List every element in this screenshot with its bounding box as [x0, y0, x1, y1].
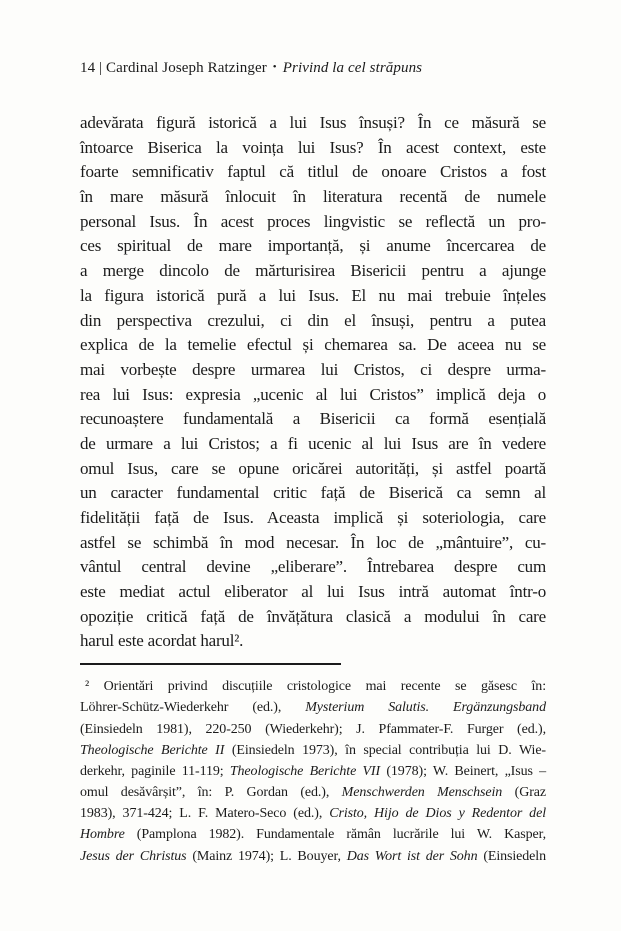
body-text-line: personal Isus. În acest proces lingvistic se reflectă un pro-: [80, 211, 546, 231]
body-text-line: de urmare a lui Cristos; a fi ucenic al lui Isus are în vedere: [80, 433, 546, 453]
body-text-line: întoarce Biserica la voința lui Isus? În acest context, este: [80, 137, 546, 157]
body-text-line: astfel se schimbă în mod necesar. În loc de „mântuire”, cu-: [80, 532, 546, 552]
footnote-separator-rule: [80, 663, 341, 665]
body-text-line: explica de la temelie efectul și chemarea sa. De aceea nu se: [80, 335, 546, 355]
footnote-line: omul desăvârșit”, în: P. Gordan (ed.), Menschwerden Menschsein (Graz: [80, 785, 546, 801]
header-separator-dot: •: [272, 61, 277, 73]
footnote-line: Jesus der Christus (Mainz 1974); L. Bouyer, Das Wort ist der Sohn (Einsiedeln: [80, 848, 546, 864]
footnote-line: Löhrer-Schütz-Wiederkehr (ed.), Mysterium Salutis. Ergänzungsband: [80, 700, 546, 716]
body-text-line: adevărata figură istorică a lui Isus însuși? În ce măsură se: [80, 113, 546, 132]
running-header: [80, 57, 546, 78]
body-text-line: în mare măsură înlocuit în literatura recentă de numele: [80, 187, 546, 207]
footnote-line: Hombre (Pamplona 1982). Fundamentale rămân lucrările lui W. Kasper,: [80, 827, 546, 843]
footnote-line: (Einsiedeln 1981), 220-250 (Wiederkehr); J. Pfammater-F. Furger (ed.),: [80, 721, 546, 737]
body-text-line: fidelității față de Isus. Aceasta implică și soteriologia, care: [80, 508, 546, 527]
body-text-line: omul Isus, care se opune oricărei autorități, și astfel poartă: [80, 458, 546, 478]
body-text-line: este mediat actul eliberator al lui Isus intră automat într-o: [80, 582, 546, 602]
footnote-line: Theologische Berichte II (Einsiedeln 1973), în special contribuția lui D. Wie-: [80, 742, 546, 758]
body-text-line: un caracter fundamental critic față de Biserică ca semn al: [80, 483, 546, 503]
footnote-line: ² Orientări privind discuțiile cristologice mai recente se găsesc în:: [85, 679, 546, 695]
body-text-line: recunoaștere fundamentală a Bisericii ca formă esențială: [80, 409, 546, 429]
page-number-and-author: 14 | Cardinal Joseph Ratzinger: [80, 60, 267, 76]
body-text-line: din perspectiva crezului, ci din el însuși, pentru a putea: [80, 310, 546, 330]
body-text-line: harul este acordat harul².: [80, 631, 244, 651]
body-text-line: la figura istorică pură a lui Isus. El nu mai trebuie înțeles: [80, 285, 546, 305]
body-text-line: opoziție critică față de învățătura clasică a modului în care: [80, 606, 546, 626]
body-text-line: rea lui Isus: expresia „ucenic al lui Cristos” implică deja o: [80, 384, 546, 404]
body-paragraph: [80, 111, 546, 654]
header-book-title: Privind la cel străpuns: [282, 60, 423, 76]
body-text-line: mai vorbește despre urmarea lui Cristos, ci despre urma-: [80, 359, 546, 379]
footnote-line: derkehr, paginile 11-119; Theologische Berichte VII (1978); W. Beinert, „Isus –: [80, 763, 547, 779]
footnote-line: 1983), 371-424; L. F. Matero-Seco (ed.), Cristo, Hijo de Dios y Redentor del: [80, 806, 546, 822]
body-text-line: foarte semnificativ faptul că titlul de onoare Cristos a fost: [80, 162, 546, 182]
body-text-line: vântul central devine „eliberare”. Întrebarea despre cum: [80, 557, 546, 577]
body-text-line: ces spiritual de mare importanță, și anume încercarea de: [80, 236, 546, 256]
body-text-line: a merge dincolo de mărturisirea Bisericii pentru a ajunge: [80, 261, 546, 281]
footnote: [80, 676, 546, 867]
